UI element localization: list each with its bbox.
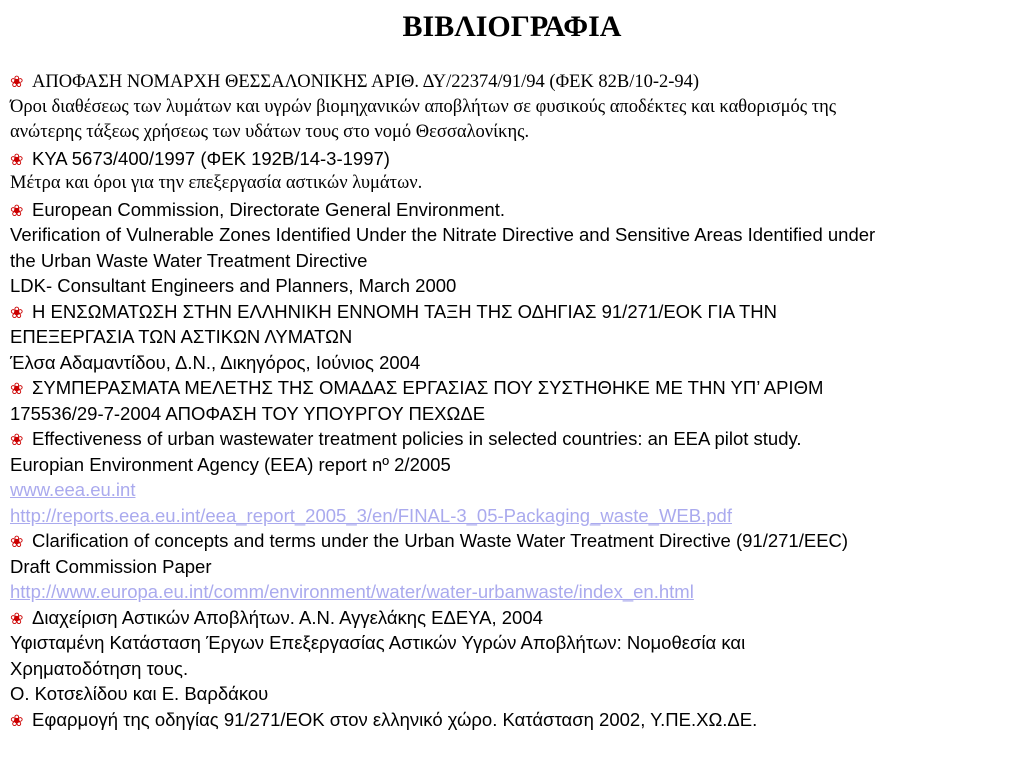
reference-text: Έλσα Αδαμαντίδου, Δ.Ν., Δικηγόρος, Ιούνιος 2004 — [10, 351, 421, 373]
reference-text: ΑΠΟΦΑΣΗ ΝΟΜΑΡΧΗ ΘΕΣΣΑΛΟΝΙΚΗΣ ΑΡΙΘ. ΔΥ/22374/91/94 (ΦΕΚ 82Β/10-2-94) — [32, 72, 700, 92]
reference-line — [10, 350, 1020, 376]
reference-text: 175536/29-7-2004 ΑΠΟΦΑΣΗ ΤΟΥ ΥΠΟΥΡΓΟΥ ΠΕΧΩΔΕ — [10, 402, 486, 424]
reference-text: ανώτερης τάξεως χρήσεως των υδάτων τους στο νομό Θεσσαλονίκης. — [10, 122, 530, 142]
flower-bullet-icon: ❀ — [10, 379, 24, 398]
reference-entry-start — [10, 299, 1020, 325]
reference-url-link[interactable]: www.eea.eu.int — [10, 479, 136, 500]
reference-text: Υφισταμένη Κατάσταση Έργων Επεξεργασίας Αστικών Υγρών Αποβλήτων: Νομοθεσία και — [10, 632, 746, 653]
reference-entry-start — [10, 528, 1020, 554]
reference-entry-start — [10, 707, 1020, 733]
reference-url-link[interactable]: http://www.europa.eu.int/comm/environment/water/water-urbanwaste/index_en.html — [10, 581, 694, 602]
reference-line — [10, 248, 1020, 274]
reference-link-line[interactable] — [10, 477, 1020, 503]
reference-text: Χρηματοδότηση τους. — [10, 657, 189, 679]
reference-entry-start — [10, 375, 1020, 401]
reference-text: Εφαρμογή της οδηγίας 91/271/ΕΟΚ στον ελληνικό χώρο. Κατάσταση 2002, Υ.ΠΕ.ΧΩ.ΔΕ. — [32, 708, 758, 730]
reference-line — [10, 656, 1020, 682]
flower-bullet-icon: ❀ — [10, 710, 24, 730]
reference-line — [10, 273, 1020, 299]
reference-line — [10, 95, 1020, 121]
reference-entry-start — [10, 605, 1020, 631]
reference-entry-start — [10, 426, 1020, 452]
reference-text: Draft Commission Paper — [10, 555, 212, 577]
reference-entry-start — [10, 146, 1020, 172]
flower-bullet-icon: ❀ — [10, 72, 24, 91]
reference-line — [10, 120, 1020, 146]
flower-bullet-icon: ❀ — [10, 200, 24, 220]
flower-bullet-icon: ❀ — [10, 430, 24, 449]
reference-text: Ο. Κοτσελίδου και Ε. Βαρδάκου — [10, 683, 269, 704]
flower-bullet-icon: ❀ — [10, 149, 24, 169]
reference-text: Διαχείριση Αστικών Αποβλήτων. Α.Ν. Αγγελάκης ΕΔΕΥΑ, 2004 — [32, 606, 543, 628]
reference-text: ΣΥΜΠΕΡΑΣΜΑΤΑ ΜΕΛΕΤΗΣ ΤΗΣ ΟΜΑΔΑΣ ΕΡΓΑΣΙΑΣ ΠΟΥ ΣΥΣΤΗΘΗΚΕ ΜΕ ΤΗΝ ΥΠ’ ΑΡΙΘΜ — [32, 377, 824, 398]
reference-text: LDK- Consultant Engineers and Planners, March 2000 — [10, 275, 457, 296]
reference-text: Η ΕΝΣΩΜΑΤΩΣΗ ΣΤΗΝ ΕΛΛΗΝΙΚΗ ΕΝΝΟΜΗ ΤΑΞΗ ΤΗΣ ΟΔΗΓΙΑΣ 91/271/ΕΟΚ ΓΙΑ ΤΗΝ — [32, 300, 778, 322]
reference-line — [10, 401, 1020, 427]
flower-bullet-icon: ❀ — [10, 532, 24, 551]
reference-text: Verification of Vulnerable Zones Identified Under the Nitrate Directive and Sensitive Areas Identified under — [10, 224, 876, 245]
reference-text: the Urban Waste Water Treatment Directive — [10, 249, 368, 271]
reference-line — [10, 554, 1020, 580]
reference-text: European Commission, Directorate General Environment. — [32, 198, 505, 220]
flower-bullet-icon: ❀ — [10, 608, 24, 628]
page-title: ΒΙΒΛΙΟΓΡΑΦΙΑ — [402, 10, 622, 43]
reference-line — [10, 324, 1020, 350]
reference-line — [10, 630, 1020, 656]
reference-entry-start — [10, 197, 1020, 223]
reference-text: Μέτρα και όροι για την επεξεργασία αστικών λυμάτων. — [10, 173, 423, 193]
reference-text: Όροι διαθέσεως των λυμάτων και υγρών βιομηχανικών αποβλήτων σε φυσικούς αποδέκτες και καθορισμός της — [10, 96, 837, 117]
reference-text: Effectiveness of urban wastewater treatment policies in selected countries: an EEA pilot study. — [32, 428, 802, 449]
reference-text: ΚΥΑ 5673/400/1997 (ΦΕΚ 192Β/14-3-1997) — [32, 147, 390, 169]
reference-line — [10, 452, 1020, 478]
reference-entry-start — [10, 69, 1020, 95]
reference-url-link[interactable]: http://reports.eea.eu.int/eea_report_2005_3/en/FINAL-3_05-Packaging_waste_WEB.pdf — [10, 504, 732, 526]
reference-text: ΕΠΕΞΕΡΓΑΣΙΑ ΤΩΝ ΑΣΤΙΚΩΝ ΛΥΜΑΤΩΝ — [10, 326, 353, 347]
reference-text: Europian Environment Agency (EEA) report nº 2/2005 — [10, 453, 451, 475]
reference-link-line[interactable] — [10, 503, 1020, 529]
reference-line — [10, 171, 1020, 197]
reference-link-line[interactable] — [10, 579, 1020, 605]
reference-line — [10, 222, 1020, 248]
reference-list — [10, 69, 1020, 732]
reference-text: Clarification of concepts and terms under the Urban Waste Water Treatment Directive (91/271/EEC) — [32, 530, 849, 551]
flower-bullet-icon: ❀ — [10, 302, 24, 322]
reference-line — [10, 681, 1020, 707]
